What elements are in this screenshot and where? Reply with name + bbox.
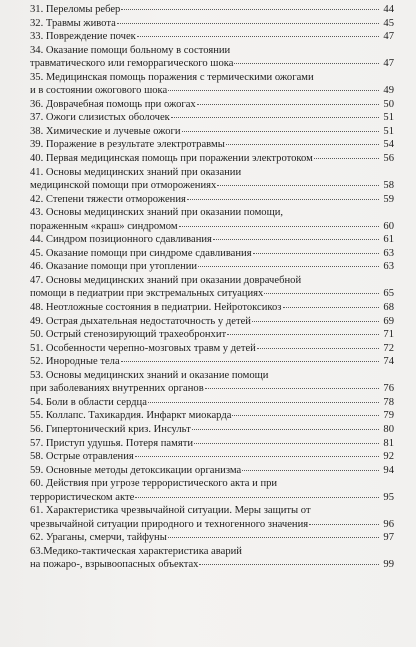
dot-leader (168, 90, 379, 91)
dot-leader (171, 117, 379, 118)
toc-entry-final-line (30, 179, 394, 193)
toc-entry (30, 396, 394, 410)
toc-entry-final-line (30, 193, 394, 207)
toc-entry (30, 111, 394, 125)
toc-page-number: 79 (383, 410, 394, 422)
toc-entry-title: 48. Неотложные состояния в педиатрии. Нейротоксикоз (30, 302, 282, 314)
toc-entry-title: 50. Острый стенозирующий трахеобронхит (30, 329, 227, 341)
dot-leader (253, 253, 379, 254)
toc-page-number: 76 (383, 383, 394, 395)
dot-leader (242, 470, 379, 471)
dot-leader (227, 334, 379, 335)
toc-entry-final-line (30, 3, 394, 17)
toc-entry-title: 54. Боли в области сердца (30, 396, 147, 408)
toc-entry-final-line (30, 17, 394, 31)
toc-entry (30, 437, 394, 451)
toc-entry-final-line (30, 355, 394, 369)
toc-page-number: 96 (383, 518, 394, 530)
toc-entry-title: 60. Действия при угрозе террористического акта и при (30, 478, 278, 490)
toc-entry (30, 545, 394, 572)
toc-entry-line (30, 206, 394, 220)
toc-entry-final-line (30, 98, 394, 112)
dot-leader (213, 239, 379, 240)
dot-leader (199, 564, 379, 565)
dot-leader (264, 293, 379, 294)
toc-entry-line (30, 274, 394, 288)
dot-leader (182, 131, 379, 132)
toc-page-number: 95 (383, 491, 394, 503)
toc-entry-title: 44. Синдром позиционного сдавливания (30, 234, 212, 246)
toc-entry-title: 41. Основы медицинских знаний при оказании (30, 166, 242, 178)
toc-entry (30, 30, 394, 44)
toc-entry (30, 464, 394, 478)
toc-page-number: 63 (383, 261, 394, 273)
toc-entry-line (30, 369, 394, 383)
toc-entry-title: 42. Степени тяжести отморожения (30, 193, 186, 205)
toc-entry (30, 423, 394, 437)
toc-entry (30, 409, 394, 423)
toc-entry-line (30, 504, 394, 518)
toc-entry-final-line (30, 125, 394, 139)
toc-entry-final-line (30, 138, 394, 152)
dot-leader (168, 537, 379, 538)
toc-page-number: 56 (383, 153, 394, 165)
dot-leader (135, 497, 379, 498)
dot-leader (148, 402, 379, 403)
toc-entry-final-line (30, 409, 394, 423)
toc-page-number: 71 (383, 329, 394, 341)
toc-entry-title: 35. Медицинская помощь поражения с термическими ожогами (30, 71, 314, 83)
toc-entry-final-line (30, 437, 394, 451)
toc-entry (30, 125, 394, 139)
dot-leader (217, 185, 379, 186)
toc-page-number: 94 (383, 464, 394, 476)
toc-entry-final-line (30, 30, 394, 44)
table-of-contents (30, 3, 394, 572)
toc-entry-final-line (30, 111, 394, 125)
toc-entry-title: 57. Приступ удушья. Потеря памяти (30, 437, 193, 449)
toc-page-number: 50 (383, 98, 394, 110)
toc-entry-title: травматического или геморрагического шока (30, 58, 234, 70)
dot-leader (257, 348, 379, 349)
dot-leader (198, 266, 379, 267)
toc-entry-title: 55. Коллапс. Тахикардия. Инфаркт миокарда (30, 410, 232, 422)
toc-entry-title: 38. Химические и лучевые ожоги (30, 125, 181, 137)
toc-entry-final-line (30, 491, 394, 505)
dot-leader (234, 63, 379, 64)
toc-entry (30, 98, 394, 112)
toc-entry-title: чрезвычайной ситуации природного и техногенного значения (30, 518, 309, 530)
toc-page-number: 68 (383, 302, 394, 314)
toc-entry-final-line (30, 84, 394, 98)
toc-entry-title: 31. Переломы ребер (30, 4, 121, 15)
toc-entry-title: 52. Инородные тела (30, 356, 120, 368)
toc-entry-final-line (30, 558, 394, 572)
toc-entry-title: 51. Особенности черепно-мозговых травм у детей (30, 342, 256, 354)
toc-entry (30, 355, 394, 369)
toc-entry (30, 342, 394, 356)
toc-page-number: 58 (383, 180, 394, 192)
toc-page-number: 59 (383, 193, 394, 205)
toc-entry (30, 233, 394, 247)
toc-entry-final-line (30, 342, 394, 356)
toc-entry-title: 46. Оказание помощи при утоплении (30, 261, 198, 273)
dot-leader (314, 158, 379, 159)
toc-entry (30, 206, 394, 233)
toc-entry-title: 36. Доврачебная помощь при ожогах (30, 98, 196, 110)
toc-entry-final-line (30, 464, 394, 478)
dot-leader (283, 307, 380, 308)
toc-entry-title: пораженным «краш» синдромом (30, 220, 178, 232)
toc-entry-line (30, 477, 394, 491)
toc-entry (30, 247, 394, 261)
toc-entry (30, 138, 394, 152)
dot-leader (309, 524, 379, 525)
toc-entry-title: при заболеваниях внутренних органов (30, 383, 204, 395)
dot-leader (197, 104, 379, 105)
toc-entry (30, 71, 394, 98)
toc-entry (30, 450, 394, 464)
toc-entry-title: 49. Острая дыхательная недостаточность у детей (30, 315, 251, 327)
dot-leader (179, 226, 379, 227)
dot-leader (205, 388, 379, 389)
dot-leader (135, 456, 379, 457)
toc-entry-final-line (30, 382, 394, 396)
toc-entry-final-line (30, 450, 394, 464)
toc-entry-line (30, 71, 394, 85)
toc-entry (30, 166, 394, 193)
toc-page-number: 69 (383, 315, 394, 327)
dot-leader (232, 415, 379, 416)
toc-entry-final-line (30, 152, 394, 166)
toc-page-number: 80 (383, 423, 394, 435)
toc-entry (30, 328, 394, 342)
toc-entry-title: 62. Ураганы, смерчи, тайфуны (30, 532, 167, 544)
toc-entry (30, 315, 394, 329)
toc-entry (30, 274, 394, 301)
toc-page-number: 51 (383, 112, 394, 124)
toc-entry-title: 63.Медико-тактическая характеристика аварий (30, 545, 242, 557)
toc-entry-title: и в состоянии ожогового шока (30, 85, 168, 97)
toc-entry-title: на пожаро-, взрывоопасных объектах (30, 559, 199, 571)
toc-entry-title: 32. Травмы живота (30, 17, 116, 29)
toc-page-number: 92 (383, 451, 394, 463)
toc-entry-title: медицинской помощи при отморожениях (30, 180, 217, 192)
toc-entry (30, 152, 394, 166)
toc-entry (30, 193, 394, 207)
toc-entry (30, 3, 394, 17)
dot-leader (252, 321, 379, 322)
toc-entry (30, 301, 394, 315)
toc-page-number: 45 (383, 17, 394, 29)
toc-page-number: 63 (383, 247, 394, 259)
dot-leader (194, 443, 379, 444)
toc-entry-title: 37. Ожоги слизистых оболочек (30, 112, 170, 124)
toc-entry-line (30, 44, 394, 58)
toc-entry-final-line (30, 315, 394, 329)
toc-entry (30, 504, 394, 531)
dot-leader (187, 199, 379, 200)
toc-entry-line (30, 545, 394, 559)
toc-entry (30, 260, 394, 274)
toc-entry-title: 56. Гипертонический криз. Инсульт (30, 423, 191, 435)
toc-page-number: 51 (383, 125, 394, 137)
toc-entry (30, 17, 394, 31)
toc-entry (30, 369, 394, 396)
toc-entry-final-line (30, 531, 394, 545)
toc-entry-final-line (30, 220, 394, 234)
toc-entry-title: 53. Основы медицинских знаний и оказание помощи (30, 369, 269, 381)
toc-entry-title: 59. Основные методы детоксикации организма (30, 464, 242, 476)
toc-entry-title: 43. Основы медицинских знаний при оказании помощи, (30, 207, 284, 219)
toc-page-number: 99 (383, 559, 394, 571)
toc-page-number: 72 (383, 342, 394, 354)
toc-page-number: 81 (383, 437, 394, 449)
toc-entry-title: помощи в педиатрии при экстремальных ситуациях (30, 288, 264, 300)
toc-entry-title: 45. Оказание помощи при синдроме сдавливания (30, 247, 252, 259)
dot-leader (226, 144, 379, 145)
dot-leader (117, 23, 379, 24)
toc-entry-final-line (30, 396, 394, 410)
toc-page-number: 54 (383, 139, 394, 151)
toc-entry-final-line (30, 301, 394, 315)
toc-page-number: 74 (383, 356, 394, 368)
dot-leader (121, 361, 379, 362)
toc-entry-title: 61. Характеристика чрезвычайной ситуации. Меры защиты от (30, 505, 311, 517)
toc-entry-final-line (30, 423, 394, 437)
toc-entry-final-line (30, 233, 394, 247)
toc-entry (30, 477, 394, 504)
toc-page-number: 97 (383, 532, 394, 544)
toc-page-number: 78 (383, 396, 394, 408)
toc-page-number: 65 (383, 288, 394, 300)
toc-entry (30, 44, 394, 71)
toc-entry-title: 33. Повреждение почек (30, 31, 136, 43)
toc-entry-final-line (30, 328, 394, 342)
dot-leader (192, 429, 379, 430)
toc-entry-final-line (30, 518, 394, 532)
toc-entry-title: 58. Острые отравления (30, 451, 134, 463)
toc-entry-final-line (30, 260, 394, 274)
toc-entry-title: 40. Первая медицинская помощь при поражении электротоком (30, 153, 313, 165)
toc-page-number: 44 (383, 4, 394, 15)
toc-page-number: 60 (383, 220, 394, 232)
toc-entry-final-line (30, 287, 394, 301)
dot-leader (121, 9, 379, 10)
dot-leader (137, 36, 379, 37)
toc-entry-final-line (30, 247, 394, 261)
toc-entry-title: 39. Поражение в результате электротравмы (30, 139, 225, 151)
toc-entry-title: 34. Оказание помощи больному в состоянии (30, 44, 231, 56)
toc-page-number: 47 (383, 31, 394, 43)
toc-page-number: 49 (383, 85, 394, 97)
toc-entry-line (30, 166, 394, 180)
toc-page-number: 47 (383, 58, 394, 70)
toc-page-number: 61 (383, 234, 394, 246)
toc-entry-title: 47. Основы медицинских знаний при оказании доврачебной (30, 274, 302, 286)
toc-entry-title: террористическом акте (30, 491, 135, 503)
toc-entry-final-line (30, 57, 394, 71)
toc-entry (30, 531, 394, 545)
